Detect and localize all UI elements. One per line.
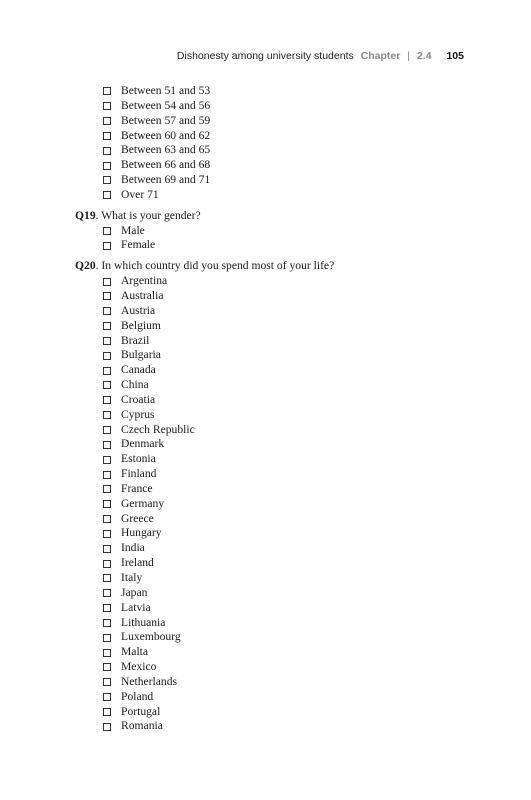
option-label: Male <box>121 223 145 237</box>
checkbox-icon[interactable] <box>103 678 111 686</box>
checkbox-icon[interactable] <box>103 619 111 627</box>
option-label: Bulgaria <box>121 348 161 362</box>
answer-option[interactable] <box>103 571 475 586</box>
answer-option[interactable] <box>103 719 475 734</box>
questionnaire-content <box>75 84 475 734</box>
answer-option[interactable] <box>103 408 475 423</box>
question-text: . What is your gender? <box>95 208 201 222</box>
answer-option[interactable] <box>103 224 475 239</box>
checkbox-icon[interactable] <box>103 191 111 199</box>
question-q19 <box>75 209 475 224</box>
option-label: Canada <box>121 363 156 377</box>
checkbox-icon[interactable] <box>103 102 111 110</box>
option-label: Netherlands <box>121 674 178 688</box>
answer-option[interactable] <box>103 423 475 438</box>
checkbox-icon[interactable] <box>103 176 111 184</box>
gender-options-list <box>75 224 475 254</box>
answer-option[interactable] <box>103 188 475 203</box>
answer-option[interactable] <box>103 675 475 690</box>
answer-option[interactable] <box>103 289 475 304</box>
checkbox-icon[interactable] <box>103 132 111 140</box>
option-label: Between 57 and 59 <box>121 113 211 127</box>
answer-option[interactable] <box>103 173 475 188</box>
checkbox-icon[interactable] <box>103 693 111 701</box>
option-label: Finland <box>121 467 157 481</box>
option-label: Between 51 and 53 <box>121 84 211 97</box>
answer-option[interactable] <box>103 143 475 158</box>
answer-option[interactable] <box>103 437 475 452</box>
checkbox-icon[interactable] <box>103 278 111 286</box>
answer-option[interactable] <box>103 84 475 99</box>
answer-option[interactable] <box>103 586 475 601</box>
answer-option[interactable] <box>103 512 475 527</box>
header-separator: | <box>407 50 411 62</box>
question-number: Q19 <box>75 208 96 222</box>
option-label: Portugal <box>121 704 161 718</box>
checkbox-icon[interactable] <box>103 589 111 597</box>
checkbox-icon[interactable] <box>103 426 111 434</box>
option-label: Czech Republic <box>121 422 195 436</box>
header-title: Dishonesty among university students <box>176 50 354 62</box>
option-label: Lithuania <box>121 615 166 629</box>
option-label: Italy <box>121 571 143 584</box>
option-label: Greece <box>121 511 154 525</box>
checkbox-icon[interactable] <box>103 560 111 568</box>
checkbox-icon[interactable] <box>103 708 111 716</box>
option-label: Over 71 <box>121 187 159 201</box>
option-label: Croatia <box>121 392 156 406</box>
checkbox-icon[interactable] <box>103 242 111 250</box>
checkbox-icon[interactable] <box>103 322 111 330</box>
option-label: Brazil <box>121 333 150 347</box>
answer-option[interactable] <box>103 319 475 334</box>
option-label: Argentina <box>121 274 168 288</box>
checkbox-icon[interactable] <box>103 411 111 419</box>
option-label: Ireland <box>121 556 154 570</box>
answer-option[interactable] <box>103 526 475 541</box>
checkbox-icon[interactable] <box>103 87 111 95</box>
option-label: Between 66 and 68 <box>121 158 211 172</box>
checkbox-icon[interactable] <box>103 515 111 523</box>
checkbox-icon[interactable] <box>103 396 111 404</box>
option-label: India <box>121 541 145 555</box>
checkbox-icon[interactable] <box>103 147 111 155</box>
option-label: Between 60 and 62 <box>121 128 211 142</box>
checkbox-icon[interactable] <box>103 634 111 642</box>
option-label: Japan <box>121 585 148 599</box>
answer-option[interactable] <box>103 238 475 253</box>
option-label: Austria <box>121 303 156 317</box>
answer-option[interactable] <box>103 334 475 349</box>
answer-option[interactable] <box>103 616 475 631</box>
checkbox-icon[interactable] <box>103 352 111 360</box>
option-label: Cyprus <box>121 407 155 421</box>
checkbox-icon[interactable] <box>103 723 111 731</box>
answer-option[interactable] <box>103 158 475 173</box>
option-label: Australia <box>121 288 164 302</box>
answer-option[interactable] <box>103 99 475 114</box>
option-label: Between 69 and 71 <box>121 173 211 187</box>
answer-option[interactable] <box>103 705 475 720</box>
question-q20 <box>75 259 475 274</box>
answer-option[interactable] <box>103 541 475 556</box>
option-label: Belgium <box>121 318 161 332</box>
checkbox-icon[interactable] <box>103 117 111 125</box>
answer-option[interactable] <box>103 556 475 571</box>
checkbox-icon[interactable] <box>103 530 111 538</box>
checkbox-icon[interactable] <box>103 307 111 315</box>
checkbox-icon[interactable] <box>103 485 111 493</box>
option-label: Latvia <box>121 600 151 614</box>
checkbox-icon[interactable] <box>103 500 111 508</box>
answer-option[interactable] <box>103 645 475 660</box>
checkbox-icon[interactable] <box>103 227 111 235</box>
option-label: Romania <box>121 719 163 733</box>
option-label: Hungary <box>121 526 162 540</box>
age-options-list <box>75 84 475 203</box>
option-label: Between 54 and 56 <box>121 98 211 112</box>
answer-option[interactable] <box>103 378 475 393</box>
option-label: Malta <box>121 645 149 659</box>
answer-option[interactable] <box>103 274 475 289</box>
checkbox-icon[interactable] <box>103 649 111 657</box>
checkbox-icon[interactable] <box>103 604 111 612</box>
option-label: Between 63 and 65 <box>121 143 211 157</box>
answer-option[interactable] <box>103 660 475 675</box>
header-chapter-label: Chapter <box>360 50 401 62</box>
option-label: Luxembourg <box>121 630 181 644</box>
country-options-list <box>75 274 475 734</box>
checkbox-icon[interactable] <box>103 367 111 375</box>
checkbox-icon[interactable] <box>103 456 111 464</box>
answer-option[interactable] <box>103 690 475 705</box>
answer-option[interactable] <box>103 304 475 319</box>
checkbox-icon[interactable] <box>103 292 111 300</box>
answer-option[interactable] <box>103 467 475 482</box>
checkbox-icon[interactable] <box>103 337 111 345</box>
checkbox-icon[interactable] <box>103 663 111 671</box>
option-label: Female <box>121 238 156 252</box>
checkbox-icon[interactable] <box>103 574 111 582</box>
answer-option[interactable] <box>103 452 475 467</box>
answer-option[interactable] <box>103 393 475 408</box>
answer-option[interactable] <box>103 630 475 645</box>
option-label: Mexico <box>121 660 157 674</box>
option-label: Germany <box>121 496 165 510</box>
answer-option[interactable] <box>103 114 475 129</box>
option-label: Poland <box>121 689 154 703</box>
question-number: Q20 <box>75 259 96 273</box>
answer-option[interactable] <box>103 348 475 363</box>
option-label: France <box>121 481 153 495</box>
header-section: 2.4 <box>416 50 432 62</box>
checkbox-icon[interactable] <box>103 471 111 479</box>
answer-option[interactable] <box>103 601 475 616</box>
question-text: . In which country did you spend most of your life? <box>95 259 335 273</box>
checkbox-icon[interactable] <box>103 381 111 389</box>
option-label: Denmark <box>121 437 165 451</box>
answer-option[interactable] <box>103 363 475 378</box>
option-label: China <box>121 378 149 392</box>
running-header <box>177 49 464 63</box>
answer-option[interactable] <box>103 129 475 144</box>
page-number: 105 <box>446 50 464 62</box>
answer-option[interactable] <box>103 497 475 512</box>
checkbox-icon[interactable] <box>103 441 111 449</box>
checkbox-icon[interactable] <box>103 162 111 170</box>
checkbox-icon[interactable] <box>103 545 111 553</box>
answer-option[interactable] <box>103 482 475 497</box>
option-label: Estonia <box>121 452 156 466</box>
